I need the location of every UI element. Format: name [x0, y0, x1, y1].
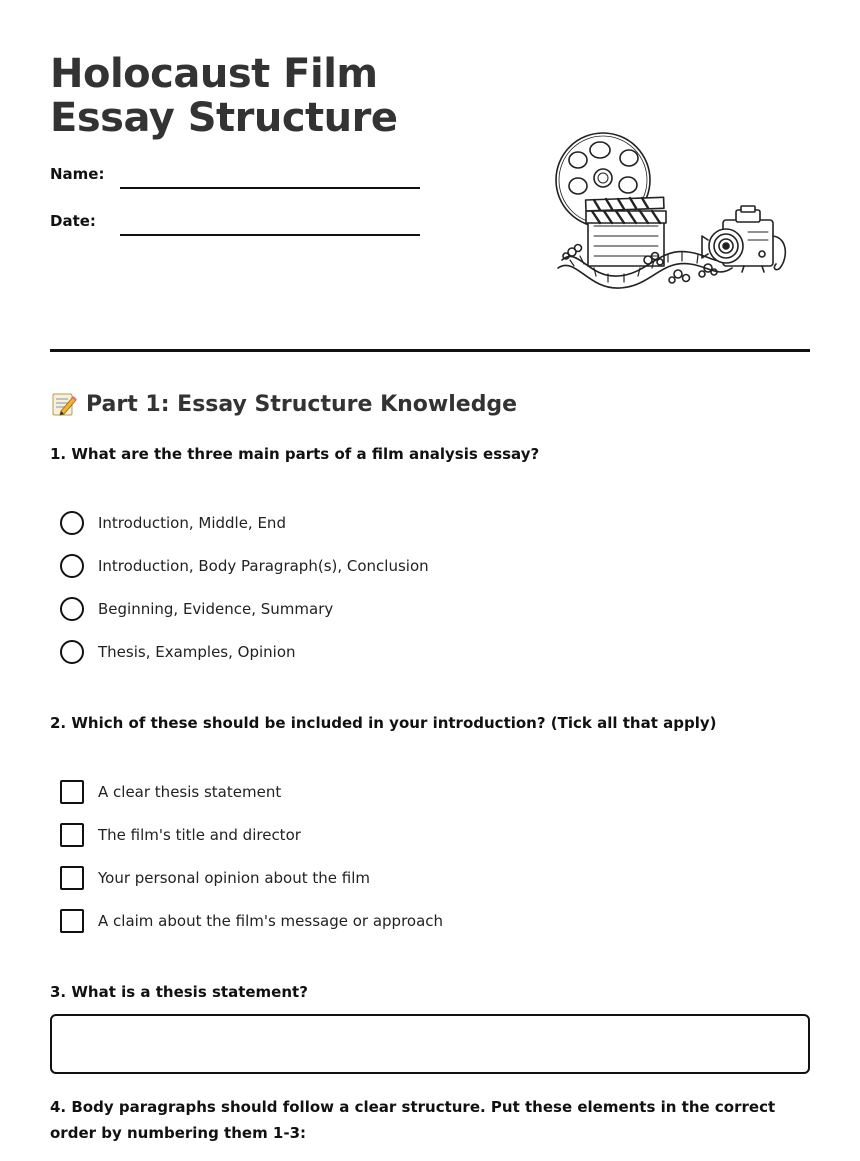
date-field-line[interactable]	[120, 234, 420, 236]
checkbox[interactable]	[60, 866, 84, 890]
option-label: Introduction, Body Paragraph(s), Conclusion	[98, 557, 429, 575]
option-label: Beginning, Evidence, Summary	[98, 600, 334, 618]
option-label: A claim about the film's message or approach	[98, 912, 444, 930]
question-2: 2. Which of these should be included in your introduction? (Tick all that apply)	[50, 714, 717, 732]
memo-pencil-icon	[50, 390, 78, 418]
question-4: 4. Body paragraphs should follow a clear structure. Put these elements in the correct order by numbering them 1-3:	[50, 1098, 776, 1142]
radio-button[interactable]	[60, 640, 84, 664]
option-label: The film's title and director	[98, 826, 301, 844]
header-divider	[50, 349, 810, 352]
worksheet-title: Holocaust Film Essay Structure	[50, 51, 398, 141]
option-label: Introduction, Middle, End	[98, 514, 286, 532]
date-label: Date:	[50, 212, 96, 230]
part1-heading-text: Part 1: Essay Structure Knowledge	[86, 391, 518, 417]
radio-button[interactable]	[60, 554, 84, 578]
name-field-line[interactable]	[120, 187, 420, 189]
q1-option-3[interactable]	[60, 597, 333, 621]
q1-option-1[interactable]	[60, 511, 286, 535]
q1-option-4[interactable]	[60, 640, 296, 664]
q3-answer-box[interactable]	[50, 1014, 810, 1074]
checkbox[interactable]	[60, 909, 84, 933]
part1-heading	[50, 388, 517, 420]
name-label: Name:	[50, 165, 105, 183]
checkbox[interactable]	[60, 780, 84, 804]
q2-option-4[interactable]	[60, 909, 443, 933]
radio-button[interactable]	[60, 597, 84, 621]
option-label: A clear thesis statement	[98, 783, 282, 801]
question-1: 1. What are the three main parts of a film analysis essay?	[50, 445, 540, 463]
q2-option-2[interactable]	[60, 823, 301, 847]
q1-option-2[interactable]	[60, 554, 429, 578]
option-label: Your personal opinion about the film	[98, 869, 370, 887]
option-label: Thesis, Examples, Opinion	[98, 643, 296, 661]
q2-option-3[interactable]	[60, 866, 370, 890]
radio-button[interactable]	[60, 511, 84, 535]
question-3: 3. What is a thesis statement?	[50, 983, 308, 1001]
q2-option-1[interactable]	[60, 780, 281, 804]
film-illustration-icon	[548, 128, 790, 296]
checkbox[interactable]	[60, 823, 84, 847]
